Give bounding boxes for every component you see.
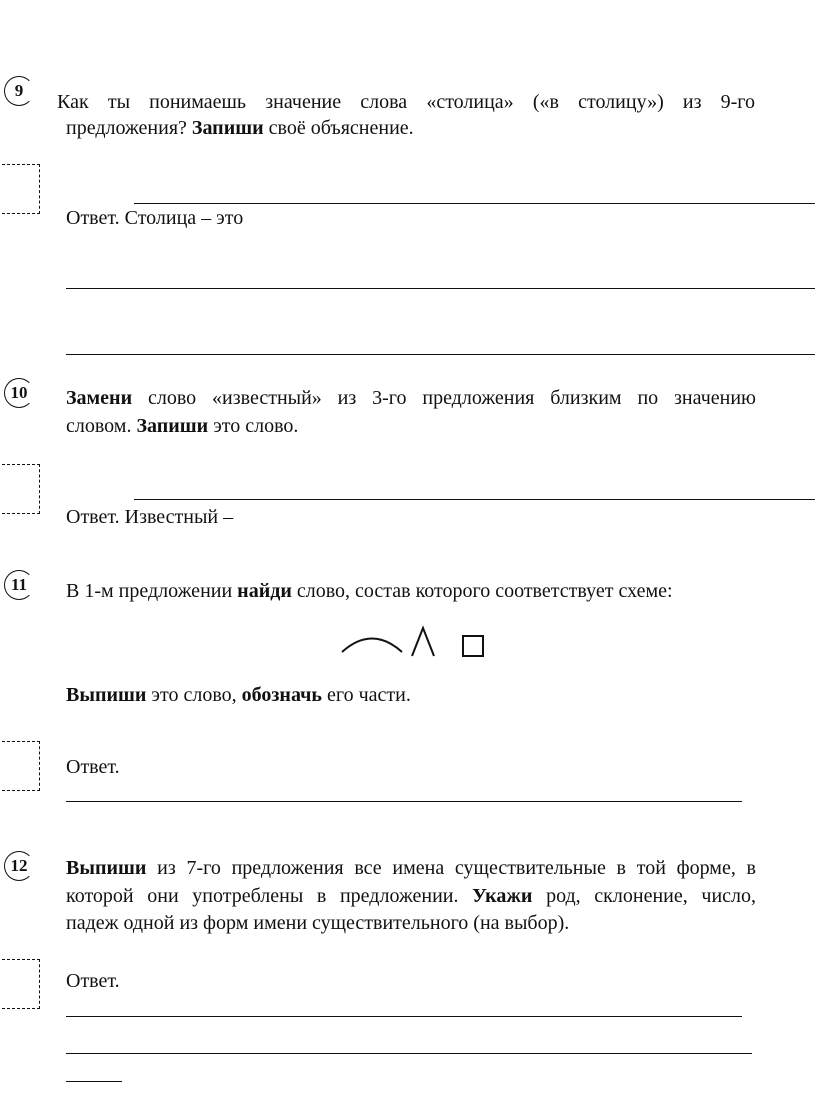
- question-12-line-3: падеж одной из форм имени существительного (на выбор).: [66, 912, 570, 934]
- answer-line[interactable]: [66, 354, 815, 355]
- question-11-line-1: В 1-м предложении найди слово, состав которого соответствует схеме:: [66, 580, 673, 602]
- morpheme-scheme: [338, 620, 488, 660]
- question-9-line-1: Как ты понимаешь значение слова «столица» («в столицу») из 9-го: [57, 91, 755, 113]
- question-10-line-2: словом. Запиши это слово.: [66, 415, 299, 437]
- question-9-line-2: предложения? Запиши своё объяснение.: [66, 117, 414, 139]
- question-number-10: 10: [4, 378, 34, 408]
- answer-label-12: Ответ.: [66, 970, 120, 992]
- answer-line[interactable]: [66, 288, 815, 289]
- question-11-line-2: Выпиши это слово, обозначь его части.: [66, 684, 411, 706]
- answer-score-box-11: [2, 741, 40, 791]
- question-number-11: 11: [4, 570, 34, 600]
- root-arc-icon: [342, 639, 402, 653]
- answer-score-box-9: [2, 164, 40, 214]
- question-number-12: 12: [4, 851, 34, 881]
- answer-score-box-12: [2, 959, 40, 1009]
- answer-line[interactable]: [66, 1016, 742, 1017]
- answer-label-10: Ответ. Известный –: [66, 506, 234, 528]
- question-12-line-2: которой они употреблены в предложении. Укажи род, склонение, число,: [66, 885, 756, 907]
- suffix-caret-icon: [412, 628, 434, 656]
- question-12-line-1: Выпиши из 7-го предложения все имена существительные в той форме, в: [66, 857, 756, 879]
- answer-label-9: Ответ. Столица – это: [66, 207, 244, 229]
- ending-square-icon: [463, 636, 483, 656]
- answer-line[interactable]: [134, 499, 815, 500]
- question-10-line-1: Замени слово «известный» из 3-го предложения близким по значению: [66, 387, 756, 409]
- answer-line[interactable]: [66, 1081, 122, 1082]
- question-number-9: 9: [4, 76, 34, 106]
- answer-label-11: Ответ.: [66, 756, 120, 778]
- answer-score-box-10: [2, 464, 40, 514]
- answer-line[interactable]: [66, 1053, 752, 1054]
- answer-line[interactable]: [66, 801, 742, 802]
